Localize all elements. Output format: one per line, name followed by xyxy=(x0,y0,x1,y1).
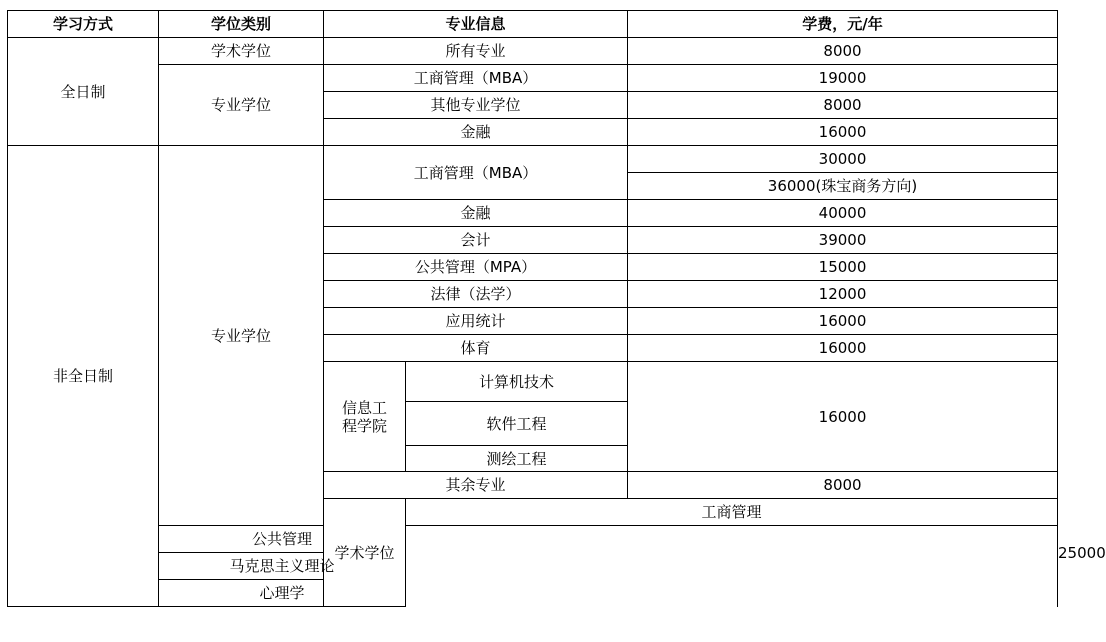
major-cell: 会计 xyxy=(324,227,628,254)
fee-cell: 15000 xyxy=(628,254,1058,281)
major-cell: 测绘工程 xyxy=(406,446,628,472)
fee-cell: 16000 xyxy=(628,335,1058,362)
major-cell: 工商管理（MBA） xyxy=(324,146,628,200)
table-row xyxy=(8,526,1058,553)
table-row xyxy=(8,38,1058,65)
major-cell: 体育 xyxy=(324,335,628,362)
fee-cell: 39000 xyxy=(628,227,1058,254)
major-cell: 应用统计 xyxy=(324,308,628,335)
major-cell: 马克思主义理论 xyxy=(159,553,406,580)
fee-cell: 8000 xyxy=(628,472,1058,499)
fee-cell: 16000 xyxy=(628,119,1058,146)
table-row xyxy=(8,580,1058,607)
degree-type-academic: 学术学位 xyxy=(324,499,406,607)
fee-cell: 19000 xyxy=(628,65,1058,92)
fee-cell: 30000 xyxy=(628,146,1058,173)
study-mode-fulltime: 全日制 xyxy=(8,38,159,146)
major-cell: 其余专业 xyxy=(324,472,628,499)
degree-type-academic: 学术学位 xyxy=(159,38,324,65)
major-cell: 工商管理 xyxy=(406,499,1058,526)
major-cell: 其他专业学位 xyxy=(324,92,628,119)
study-mode-parttime: 非全日制 xyxy=(8,146,159,607)
info-engineering-school xyxy=(324,362,406,472)
major-cell: 心理学 xyxy=(159,580,406,607)
header-degree-type: 学位类别 xyxy=(159,11,324,38)
major-cell: 计算机技术 xyxy=(406,362,628,402)
fee-cell: 12000 xyxy=(628,281,1058,308)
major-cell: 金融 xyxy=(324,119,628,146)
header-study-mode: 学习方式 xyxy=(8,11,159,38)
school-name-line1: 信息工 xyxy=(341,398,387,417)
major-cell: 工商管理（MBA） xyxy=(324,65,628,92)
major-cell: 公共管理（MPA） xyxy=(324,254,628,281)
degree-type-professional: 专业学位 xyxy=(159,146,324,526)
degree-type-professional: 专业学位 xyxy=(159,65,324,146)
header-tuition-fee: 学费，元/年 xyxy=(628,11,1058,38)
major-cell: 所有专业 xyxy=(324,38,628,65)
major-cell: 软件工程 xyxy=(406,402,628,446)
tuition-fee-table xyxy=(7,10,1106,607)
fee-cell: 16000 xyxy=(628,308,1058,335)
table-row xyxy=(8,146,1058,173)
major-cell: 金融 xyxy=(324,200,628,227)
table-row: 学术学位 工商管理 25000 xyxy=(8,499,1058,526)
header-row xyxy=(8,11,1058,38)
fee-cell: 8000 xyxy=(628,38,1058,65)
major-cell: 公共管理 xyxy=(159,526,406,553)
table-row xyxy=(8,65,1058,92)
school-name-line2: 程学院 xyxy=(341,416,387,435)
header-major-info: 专业信息 xyxy=(324,11,628,38)
table-row xyxy=(8,553,1058,580)
fee-cell: 16000 xyxy=(628,362,1058,472)
fee-cell: 40000 xyxy=(628,200,1058,227)
fee-cell: 8000 xyxy=(628,92,1058,119)
fee-cell: 36000(珠宝商务方向) xyxy=(628,173,1058,200)
major-cell: 法律（法学） xyxy=(324,281,628,308)
